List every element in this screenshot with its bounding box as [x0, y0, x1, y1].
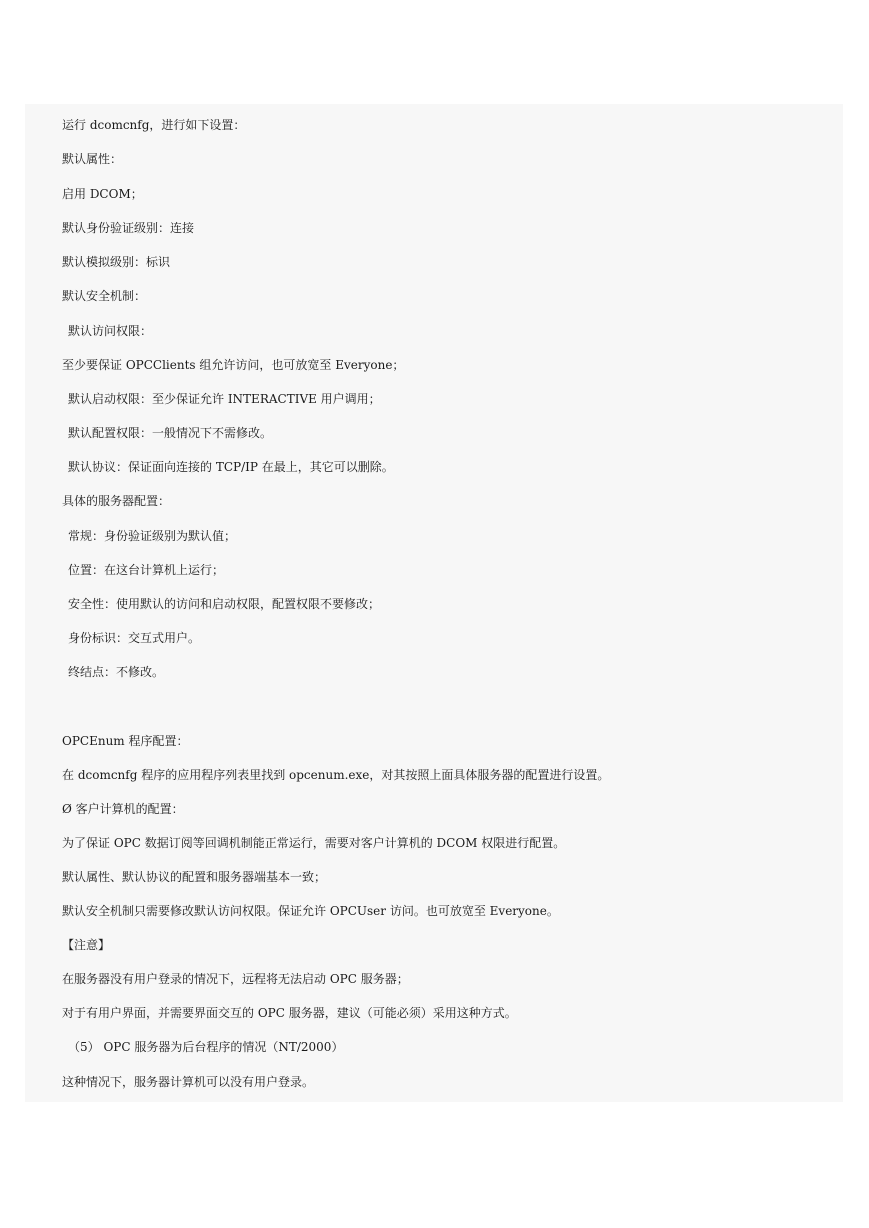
text-line: 默认属性： — [62, 152, 123, 166]
text-line: 在 dcomcnfg 程序的应用程序列表里找到 opcenum.exe，对其按照上面具体服务器的配置进行设置。 — [62, 768, 610, 782]
text-line: 对于有用户界面，并需要界面交互的 OPC 服务器，建议（可能必须）采用这种方式。 — [62, 1006, 517, 1020]
text-line: 至少要保证 OPCClients 组允许访问，也可放宽至 Everyone； — [62, 358, 405, 372]
text-line: OPCEnum 程序配置： — [62, 734, 189, 748]
text-line: 常规：身份验证级别为默认值； — [68, 529, 237, 543]
text-line: 在服务器没有用户登录的情况下，远程将无法启动 OPC 服务器； — [62, 972, 409, 986]
text-line: 默认身份验证级别：连接 — [62, 221, 195, 235]
text-line: 【注意】 — [62, 938, 111, 952]
text-line: 默认安全机制： — [62, 289, 147, 303]
text-line: 终结点：不修改。 — [68, 665, 165, 679]
text-line: 为了保证 OPC 数据订阅等回调机制能正常运行，需要对客户计算机的 DCOM 权限进行配置。 — [62, 836, 566, 850]
text-line: 默认属性、默认协议的配置和服务器端基本一致； — [62, 870, 327, 884]
text-line: Ø 客户计算机的配置： — [62, 802, 184, 816]
text-line: 具体的服务器配置： — [62, 494, 171, 508]
text-line: 默认模拟级别：标识 — [62, 255, 171, 269]
text-line: 这种情况下，服务器计算机可以没有用户登录。 — [62, 1075, 315, 1089]
text-line: 位置：在这台计算机上运行； — [68, 563, 225, 577]
text-line: 默认启动权限：至少保证允许 INTERACTIVE 用户调用； — [68, 392, 381, 406]
text-line: 安全性：使用默认的访问和启动权限，配置权限不要修改； — [68, 597, 381, 611]
text-line: 默认安全机制只需要修改默认访问权限。保证允许 OPCUser 访问。也可放宽至 Everyone。 — [62, 904, 559, 918]
text-line: （5） OPC 服务器为后台程序的情况（NT/2000） — [68, 1040, 344, 1054]
text-line: 身份标识：交互式用户。 — [68, 631, 201, 645]
text-line: 启用 DCOM； — [62, 187, 143, 201]
text-line: 默认配置权限：一般情况下不需修改。 — [68, 426, 273, 440]
text-line: 默认协议：保证面向连接的 TCP/IP 在最上，其它可以删除。 — [68, 460, 394, 474]
text-line: 运行 dcomcnfg，进行如下设置： — [62, 118, 246, 132]
text-line: 默认访问权限： — [68, 324, 153, 338]
